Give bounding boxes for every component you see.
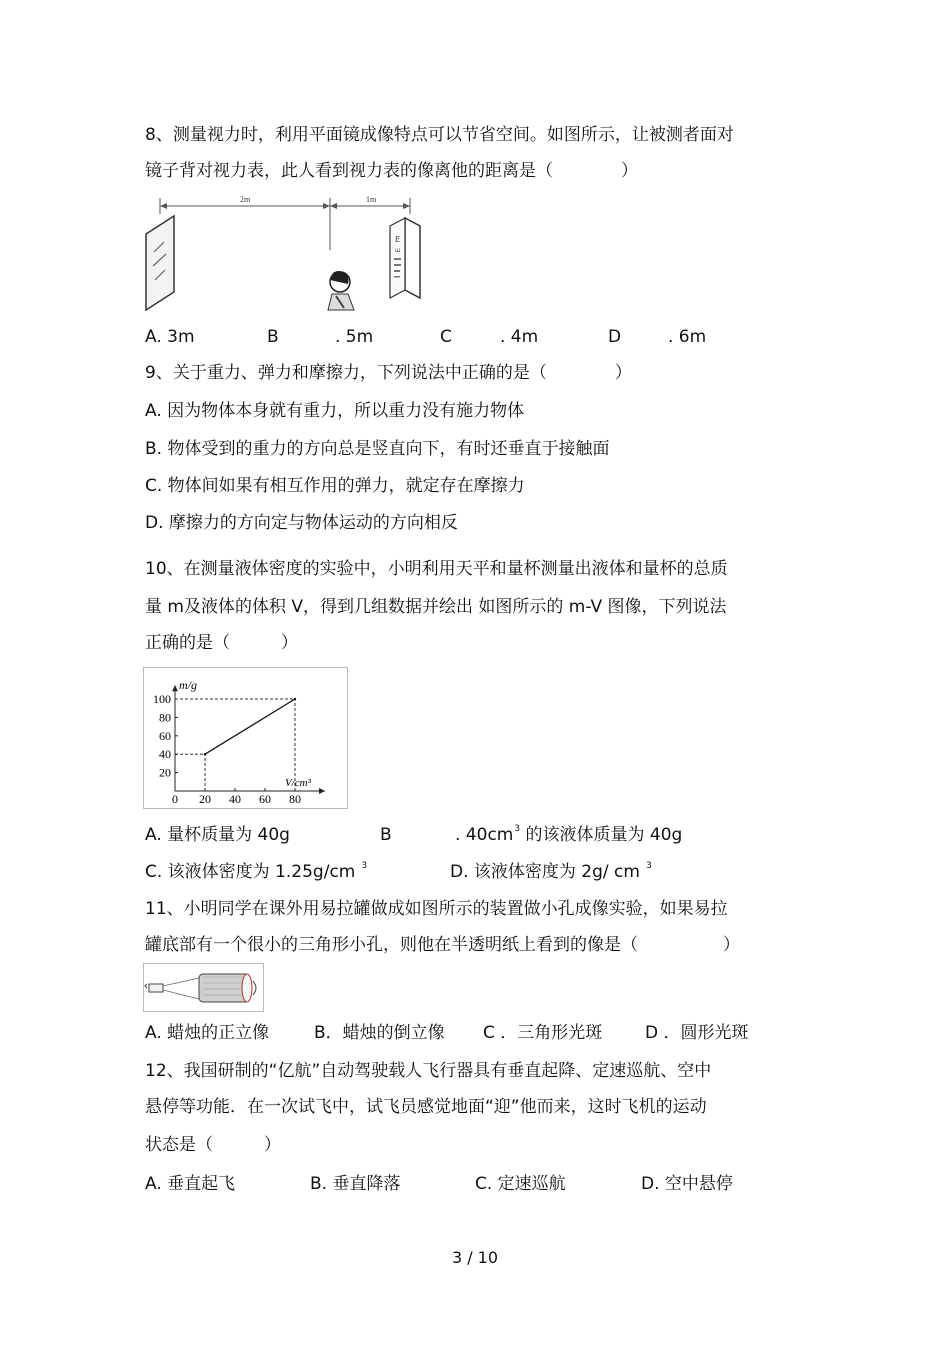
- pinhole-camera-figure: [143, 963, 264, 1012]
- q10-option-d-text: D. 该液体密度为 2g/ cm: [450, 862, 640, 882]
- q10-stem-line3: 正确的是（ ）: [145, 633, 298, 653]
- y-axis-label: m/g: [179, 678, 197, 693]
- q10-option-c-superscript: 3: [361, 861, 368, 871]
- x-axis-label: V/cm³: [285, 777, 311, 789]
- m-v-graph: [143, 667, 348, 809]
- q11-option-c[interactable]: C ．三角形光斑: [483, 1023, 603, 1043]
- y-tick-label: 80: [159, 710, 171, 725]
- person-figure: [328, 271, 354, 310]
- plane-mirror: [146, 216, 174, 310]
- q9-option-d[interactable]: D. 摩擦力的方向定与物体运动的方向相反: [145, 513, 458, 533]
- candle: [149, 984, 163, 992]
- y-tick-label: 20: [159, 765, 171, 780]
- q9-option-b[interactable]: B. 物体受到的重力的方向总是竖直向下，有时还垂直于接触面: [145, 439, 610, 459]
- q10-stem-line1: 10、在测量液体密度的实验中，小明利用天平和量杯测量出液体和量杯的总质: [145, 559, 728, 579]
- q10-option-b-value: . 40cm: [455, 825, 514, 845]
- q11-option-a[interactable]: A. 蜡烛的正立像: [145, 1023, 270, 1043]
- x-tick-label: 80: [289, 792, 301, 806]
- eye-chart: [405, 218, 420, 298]
- q11-option-d[interactable]: D ．圆形光斑: [645, 1023, 749, 1043]
- q10-option-a[interactable]: A. 量杯质量为 40g: [145, 825, 290, 845]
- q8-option-b-letter[interactable]: B: [267, 327, 279, 347]
- page-number: 3 / 10: [451, 1248, 499, 1267]
- x-tick-label: 0: [172, 792, 178, 806]
- data-point: [294, 698, 296, 700]
- q8-option-b-value[interactable]: . 5m: [335, 327, 374, 347]
- q8-option-a[interactable]: A. 3m: [145, 327, 195, 347]
- q12-stem-line2: 悬停等功能．在一次试飞中，试飞员感觉地面“迎”他而来，这时飞机的运动: [145, 1097, 707, 1117]
- q12-option-b[interactable]: B. 垂直降落: [310, 1174, 401, 1194]
- q8-option-d-value[interactable]: . 6m: [668, 327, 707, 347]
- q9-option-a[interactable]: A. 因为物体本身就有重力，所以重力没有施力物体: [145, 401, 525, 421]
- q12-option-d[interactable]: D. 空中悬停: [641, 1174, 733, 1194]
- x-tick-label: 20: [199, 792, 211, 806]
- y-tick-label: 40: [159, 747, 171, 762]
- q8-option-d-letter[interactable]: D: [608, 327, 622, 347]
- q11-stem-line1: 11、小明同学在课外用易拉罐做成如图所示的装置做小孔成像实验，如果易拉: [145, 899, 728, 919]
- q12-option-c[interactable]: C. 定速巡航: [475, 1174, 566, 1194]
- q10-stem-line2: 量 m及液体的体积 V，得到几组数据并绘出 如图所示的 m-V 图像，下列说法: [145, 597, 727, 617]
- svg-text:E: E: [395, 235, 401, 244]
- q12-option-a[interactable]: A. 垂直起飞: [145, 1174, 236, 1194]
- q8-stem-line1: 8、测量视力时，利用平面镜成像特点可以节省空间。如图所示，让被测者面对: [145, 125, 734, 145]
- q12-stem-line3: 状态是（ ）: [145, 1135, 281, 1155]
- q12-stem-line1: 12、我国研制的“亿航”自动驾驶载人飞行器具有垂直起降、定速巡航、空中: [145, 1061, 712, 1081]
- q9-option-c[interactable]: C. 物体间如果有相互作用的弹力，就定存在摩擦力: [145, 476, 525, 496]
- x-tick-label: 60: [259, 792, 271, 806]
- q10-option-b-letter[interactable]: B: [380, 825, 392, 845]
- q10-option-c-text: C. 该液体密度为 1.25g/cm: [145, 862, 356, 882]
- q10-option-d[interactable]: [450, 861, 652, 886]
- q10-option-c[interactable]: [145, 861, 367, 886]
- q8-option-c-value[interactable]: . 4m: [500, 327, 539, 347]
- distance-label-1m: 1m: [366, 195, 377, 204]
- translucent-paper: [242, 974, 252, 1002]
- q8-option-c-letter[interactable]: C: [440, 327, 452, 347]
- q10-option-b[interactable]: [455, 824, 682, 849]
- q10-option-d-superscript: 3: [645, 861, 652, 871]
- mirror-eye-chart-figure: [140, 192, 425, 317]
- svg-text:ш: ш: [395, 247, 401, 254]
- y-tick-label: 100: [153, 692, 171, 706]
- q9-stem: 9、关于重力、弹力和摩擦力，下列说法中正确的是（ ）: [145, 363, 632, 383]
- q10-option-b-superscript: 3: [514, 824, 521, 834]
- q11-option-b[interactable]: B．蜡烛的倒立像: [314, 1023, 445, 1043]
- q11-stem-line2: 罐底部有一个很小的三角形小孔，则他在半透明纸上看到的像是（ ）: [145, 935, 740, 955]
- q8-stem-line2: 镜子背对视力表，此人看到视力表的像离他的距离是（ ）: [145, 161, 638, 181]
- distance-label-2m: 2m: [240, 195, 251, 204]
- q10-option-b-text: 的该液体质量为 40g: [520, 825, 683, 845]
- x-tick-label: 40: [229, 792, 241, 806]
- y-tick-label: 60: [159, 728, 171, 743]
- data-point: [204, 753, 206, 755]
